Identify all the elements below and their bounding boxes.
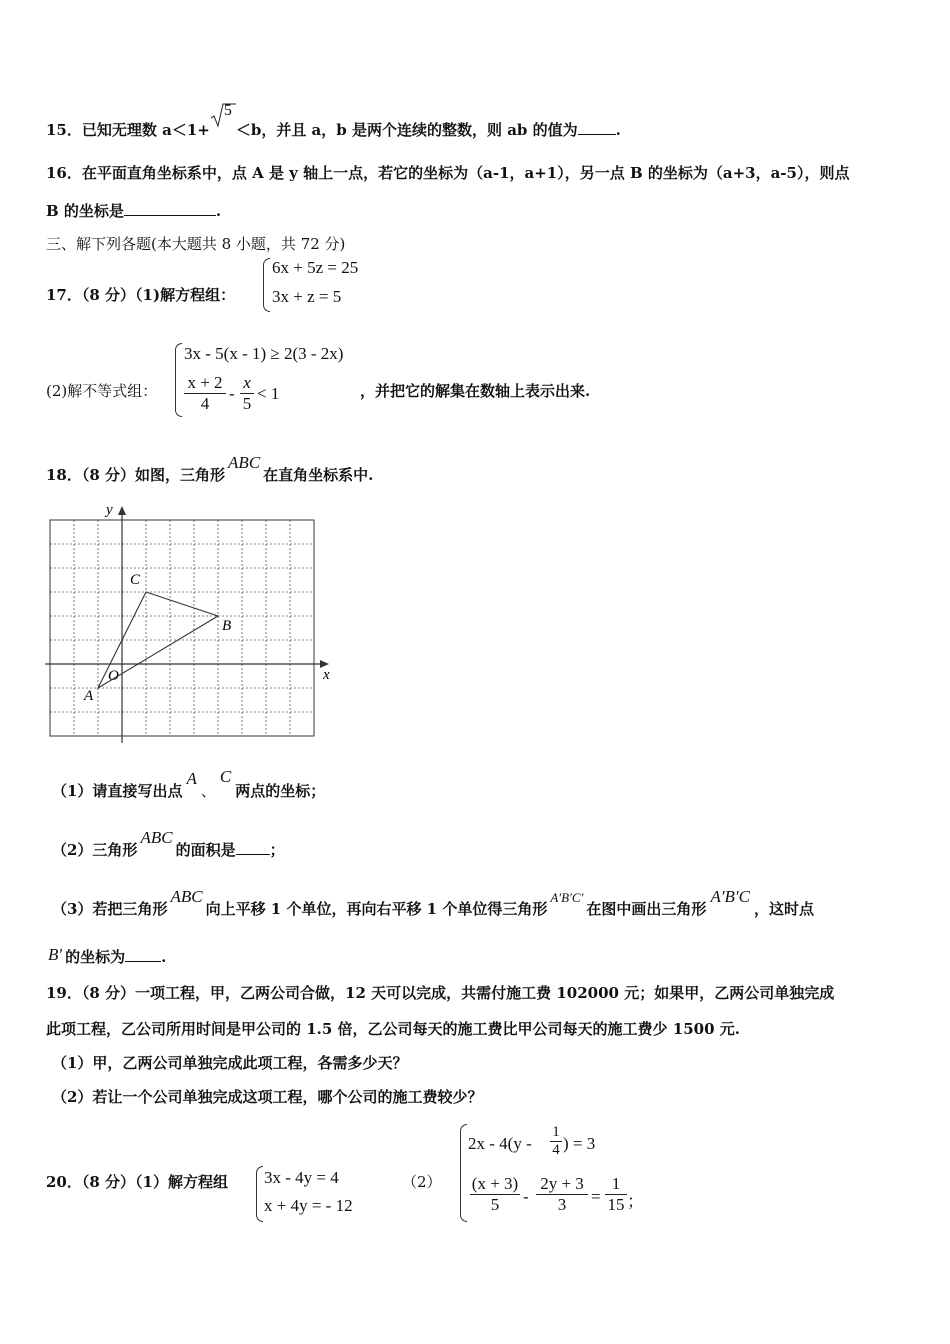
q18-sub1-b: 两点的坐标； bbox=[235, 782, 326, 800]
q20-eq2-frac2-num: 2y + 3 bbox=[540, 1174, 584, 1193]
q19-sub2: （2）若让一个公司单独完成这项工程，哪个公司的施工费较少？ bbox=[52, 1088, 483, 1106]
q20-eq2-frac3-den: 15 bbox=[605, 1194, 627, 1215]
q18-sub2-b: 的面积是 bbox=[175, 841, 236, 859]
q18-sub1 bbox=[52, 767, 326, 801]
q20-eq1-frac-den: 4 bbox=[550, 1141, 562, 1159]
q16-end: . bbox=[215, 202, 222, 220]
q20-eq1-frac bbox=[550, 1124, 562, 1159]
q15-prefix: 15．已知无理数 a＜1+ bbox=[46, 121, 210, 139]
vertex-label-a: A bbox=[84, 688, 94, 704]
q18-sub3 bbox=[52, 887, 814, 919]
q18-sub3-end: . bbox=[161, 948, 167, 966]
q20-eq2-eq: = bbox=[591, 1187, 601, 1206]
q18-sub3-tri: ABC bbox=[170, 887, 203, 906]
q18-sub1-point-a: A bbox=[186, 769, 197, 788]
q18-sub3-c: 在图中画出三角形 bbox=[586, 900, 707, 918]
q15-end: . bbox=[615, 121, 621, 139]
q18-sub2-tri: ABC bbox=[140, 828, 173, 847]
y-axis-arrow-icon bbox=[118, 506, 126, 515]
section-3-title: 三、解下列各题(本大题共 8 小题，共 72 分) bbox=[46, 235, 346, 253]
q17-system-brace bbox=[263, 258, 270, 312]
q18-sub1-point-c: C bbox=[219, 767, 232, 786]
q20-eq1-a: 2x - 4(y - bbox=[468, 1134, 532, 1153]
q20-eq2-minus: - bbox=[523, 1187, 529, 1206]
q18-sub3-tri2: A′B′C′ bbox=[550, 890, 584, 905]
q15-suffix: ＜b，并且 a，b 是两个连续的整数，则 ab 的值为 bbox=[235, 121, 578, 139]
q20-sys-brace bbox=[256, 1166, 263, 1222]
q20-part2-label: （2） bbox=[402, 1173, 442, 1191]
question-16-line1: 16．在平面直角坐标系中，点 A 是 y 轴上一点，若它的坐标为（a-1，a+1），另一点 B 的坐标为（a+3，a-5），则点 bbox=[46, 164, 850, 182]
q18-sub2-blank[interactable] bbox=[236, 840, 270, 855]
q18-label-text: 18．（8 分）如图，三角形 bbox=[46, 466, 226, 484]
q20-eq2-frac1-num: (x + 3) bbox=[471, 1174, 519, 1193]
coordinate-graph bbox=[40, 500, 340, 750]
q17-sys-eq1: 6x + 5z = 25 bbox=[272, 258, 359, 277]
question-15 bbox=[46, 102, 621, 140]
q20-eq2-frac1 bbox=[470, 1174, 520, 1215]
q18-sub2-a: （2）三角形 bbox=[52, 841, 138, 859]
q18-label-end: 在直角坐标系中. bbox=[263, 466, 374, 484]
q15-sqrt-arg: 5 bbox=[223, 102, 232, 119]
origin-label: O bbox=[108, 668, 119, 684]
q18-label bbox=[46, 453, 374, 485]
q17-frac2-num: x bbox=[243, 373, 251, 392]
q18-sub1-a: （1）请直接写出点 bbox=[52, 782, 183, 800]
q16-line2-text: B 的坐标是 bbox=[46, 202, 124, 220]
q16-answer-blank[interactable] bbox=[124, 201, 216, 216]
q20-eq2-frac3 bbox=[605, 1174, 627, 1215]
q19-sub1: （1）甲，乙两公司单独完成此项工程，各需多少天？ bbox=[52, 1054, 408, 1072]
sqrt-icon bbox=[210, 101, 236, 131]
q20-part2-brace bbox=[460, 1124, 467, 1222]
q20-eq1-b: ) = 3 bbox=[563, 1134, 596, 1153]
y-axis-label: y bbox=[106, 502, 113, 518]
vertex-label-b: B bbox=[222, 618, 232, 634]
q18-sub2 bbox=[52, 828, 285, 860]
vertex-label-c: C bbox=[130, 572, 141, 588]
q18-sub3-d: ，这时点 bbox=[753, 900, 814, 918]
q15-answer-blank[interactable] bbox=[578, 120, 616, 135]
q18-sub3-e: 的坐标为 bbox=[65, 948, 126, 966]
q17-frac2-den: 5 bbox=[240, 393, 254, 414]
q20-eq2-frac3-num: 1 bbox=[611, 1174, 621, 1193]
q18-sub3-point-b: B′ bbox=[48, 945, 63, 964]
q17-frac1 bbox=[184, 373, 226, 414]
q18-sub3-a: （3）若把三角形 bbox=[52, 900, 168, 918]
q17-ineq2-minus: - bbox=[229, 384, 235, 403]
q18-tri: ABC bbox=[228, 453, 261, 472]
q19-line2: 此项工程，乙公司所用时间是甲公司的 1.5 倍，乙公司每天的施工费比甲公司每天的施工费少 1500 元. bbox=[46, 1020, 740, 1038]
q17-frac2 bbox=[240, 373, 254, 414]
q18-sub2-end: ； bbox=[269, 841, 285, 859]
q18-sub1-sep: 、 bbox=[200, 782, 216, 800]
q18-sub3-tri3: A′B′C bbox=[710, 887, 750, 906]
q17-ineq1: 3x - 5(x - 1) ≥ 2(3 - 2x) bbox=[184, 344, 344, 363]
q17-sys-eq2: 3x + z = 5 bbox=[272, 287, 342, 306]
q15-sqrt bbox=[210, 102, 236, 135]
q17-ineq2-rhs: < 1 bbox=[257, 384, 280, 403]
q17-label: 17．（8 分）（1)解方程组： bbox=[46, 286, 236, 304]
question-16-line2 bbox=[46, 200, 221, 221]
q20-eq2-frac1-den: 5 bbox=[470, 1194, 520, 1215]
q17-frac1-den: 4 bbox=[184, 393, 226, 414]
q18-sub3-blank[interactable] bbox=[125, 947, 161, 962]
q20-label: 20．（8 分）（1）解方程组 bbox=[46, 1173, 228, 1191]
q19-line1: 19．（8 分）一项工程，甲，乙两公司合做，12 天可以完成，共需付施工费 102000 元；如果甲，乙两公司单独完成 bbox=[46, 984, 835, 1002]
x-axis-label: x bbox=[323, 667, 330, 683]
q20-eq2-end: ； bbox=[627, 1192, 644, 1211]
q17-ineq-brace bbox=[175, 343, 182, 417]
q17-part2-suffix: ，并把它的解集在数轴上表示出来. bbox=[360, 382, 591, 400]
q17-frac1-num: x + 2 bbox=[187, 373, 223, 392]
q18-sub3-line2 bbox=[48, 946, 166, 967]
q20-eq2-frac2-den: 3 bbox=[536, 1194, 588, 1215]
q20-eq1-frac-num: 1 bbox=[552, 1124, 560, 1140]
q20-eq2-frac2 bbox=[536, 1174, 588, 1215]
q20-sys-eq1: 3x - 4y = 4 bbox=[264, 1168, 339, 1187]
q20-sys-eq2: x + 4y = - 12 bbox=[264, 1196, 353, 1215]
q18-sub3-b: 向上平移 1 个单位，再向右平移 1 个单位得三角形 bbox=[205, 900, 548, 918]
q17-part2-label: (2)解不等式组： bbox=[46, 382, 158, 400]
